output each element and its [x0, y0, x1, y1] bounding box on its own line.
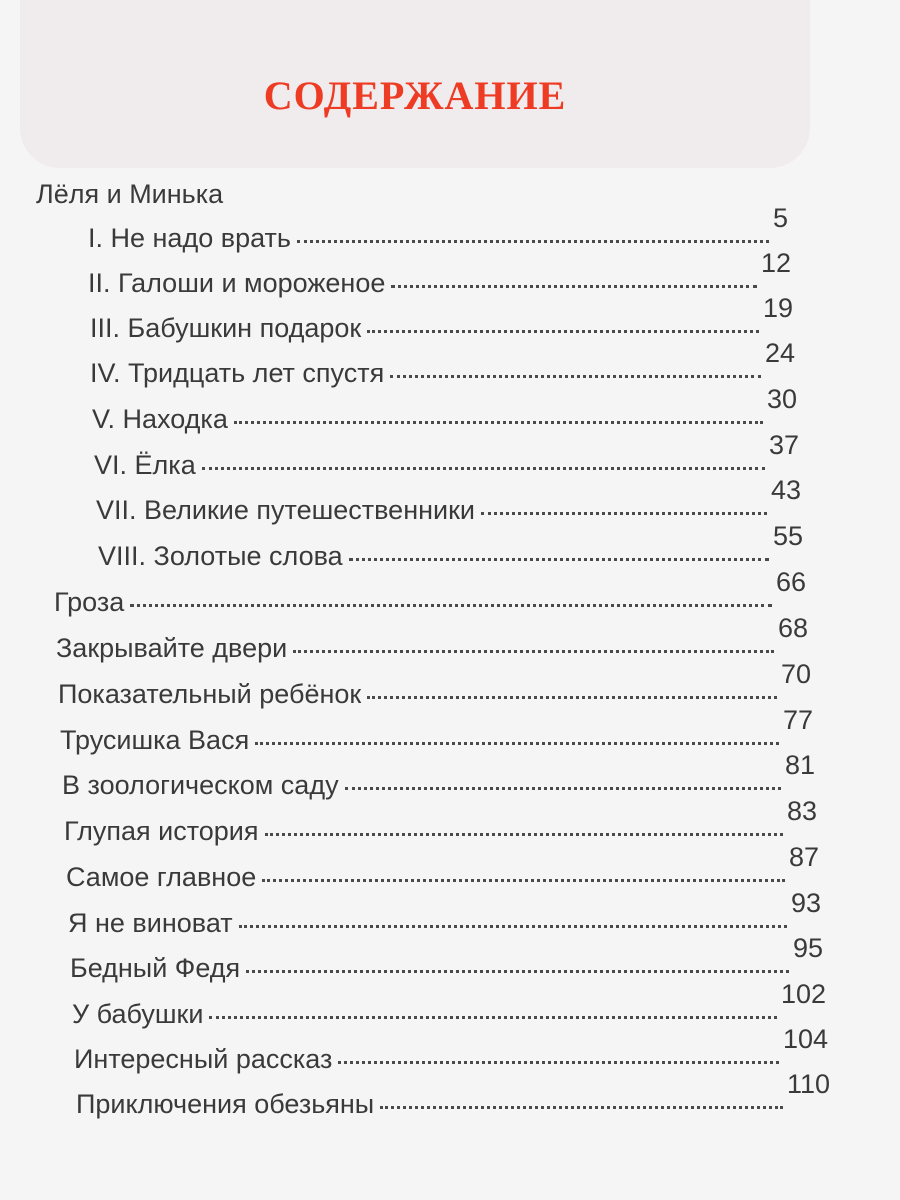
- dot-leader: [338, 1061, 779, 1064]
- dot-leader: [202, 467, 765, 470]
- toc-entry[interactable]: [60, 705, 813, 756]
- entry-page-number: 5: [772, 203, 788, 233]
- dot-leader: [367, 330, 759, 333]
- dot-leader: [293, 650, 774, 653]
- dot-leader: [391, 285, 757, 288]
- toc-entry[interactable]: [66, 842, 819, 893]
- entry-page-number: 66: [775, 567, 806, 597]
- section-heading: Лёля и Минька: [36, 179, 224, 209]
- dot-leader: [262, 879, 785, 882]
- entry-title: У бабушки: [72, 999, 204, 1029]
- entry-page-number: 81: [784, 750, 815, 780]
- dot-leader: [239, 925, 787, 928]
- entry-title: I. Не надо врать: [88, 223, 291, 253]
- dot-leader: [481, 512, 767, 515]
- toc-entry[interactable]: [70, 933, 823, 984]
- entry-title: Приключения обезьяны: [76, 1089, 375, 1119]
- dot-leader: [130, 604, 772, 607]
- entry-page-number: 70: [780, 659, 811, 689]
- toc-entry[interactable]: [68, 888, 821, 939]
- dot-leader: [265, 833, 783, 836]
- toc-entry[interactable]: [90, 293, 793, 344]
- toc-entry[interactable]: [54, 567, 806, 618]
- entry-title: V. Находка: [92, 404, 228, 434]
- entry-title: Глупая история: [64, 816, 259, 846]
- entry-title: Гроза: [54, 587, 125, 617]
- entry-page-number: 43: [770, 475, 801, 505]
- dot-leader: [246, 970, 789, 973]
- entry-page-number: 102: [780, 979, 826, 1009]
- entry-title: Интересный рассказ: [74, 1044, 333, 1074]
- dot-leader: [380, 1106, 783, 1109]
- toc-entry[interactable]: [88, 203, 788, 254]
- toc-entry[interactable]: [76, 1069, 830, 1120]
- page-title: СОДЕРЖАНИЕ: [263, 73, 567, 118]
- entry-page-number: 24: [764, 338, 795, 368]
- toc-entry[interactable]: [58, 659, 811, 710]
- toc-entry[interactable]: [96, 475, 801, 526]
- toc-entry[interactable]: [64, 796, 817, 847]
- dot-leader: [390, 375, 761, 378]
- entry-page-number: 55: [772, 521, 803, 551]
- entry-page-number: 110: [786, 1069, 830, 1099]
- entry-page-number: 12: [760, 248, 791, 278]
- toc-entry[interactable]: [94, 430, 799, 481]
- dot-leader: [297, 240, 769, 243]
- entry-title: VII. Великие путешественники: [96, 495, 475, 525]
- entry-title: Я не виноват: [68, 908, 233, 938]
- dot-leader: [345, 787, 781, 790]
- dot-leader: [234, 421, 763, 424]
- entry-page-number: 19: [762, 293, 793, 323]
- toc-entry[interactable]: [92, 384, 797, 435]
- entry-page-number: 93: [790, 888, 821, 918]
- entry-title: IV. Тридцать лет спустя: [90, 358, 385, 388]
- entry-title: Самое главное: [66, 862, 257, 892]
- entry-title: Бедный Федя: [70, 953, 241, 983]
- entry-page-number: 95: [792, 933, 823, 963]
- dot-leader: [349, 558, 769, 561]
- entry-title: Трусишка Вася: [60, 725, 250, 755]
- toc-entry[interactable]: [62, 750, 815, 801]
- toc-entry[interactable]: [74, 1024, 828, 1075]
- entry-page-number: 77: [782, 705, 813, 735]
- entry-page-number: 104: [782, 1024, 828, 1054]
- toc-entry[interactable]: [98, 521, 803, 572]
- toc-entry[interactable]: [72, 979, 826, 1030]
- entry-title: Показательный ребёнок: [58, 679, 362, 709]
- entry-page-number: 37: [768, 430, 799, 460]
- entry-title: III. Бабушкин подарок: [90, 313, 362, 343]
- toc-entry[interactable]: [56, 613, 808, 664]
- dot-leader: [209, 1016, 776, 1019]
- entry-page-number: 68: [777, 613, 808, 643]
- entry-title: II. Галоши и мороженое: [88, 268, 386, 298]
- entry-title: VI. Ёлка: [94, 450, 196, 480]
- dot-leader: [255, 742, 779, 745]
- entry-title: Закрывайте двери: [56, 633, 288, 663]
- entry-page-number: 83: [786, 796, 817, 826]
- toc-entry[interactable]: [90, 338, 795, 389]
- entry-title: VIII. Золотые слова: [98, 541, 343, 571]
- dot-leader: [367, 696, 777, 699]
- entry-page-number: 30: [766, 384, 797, 414]
- entry-page-number: 87: [788, 842, 819, 872]
- toc-entry[interactable]: [88, 248, 791, 299]
- entry-title: В зоологическом саду: [62, 770, 339, 800]
